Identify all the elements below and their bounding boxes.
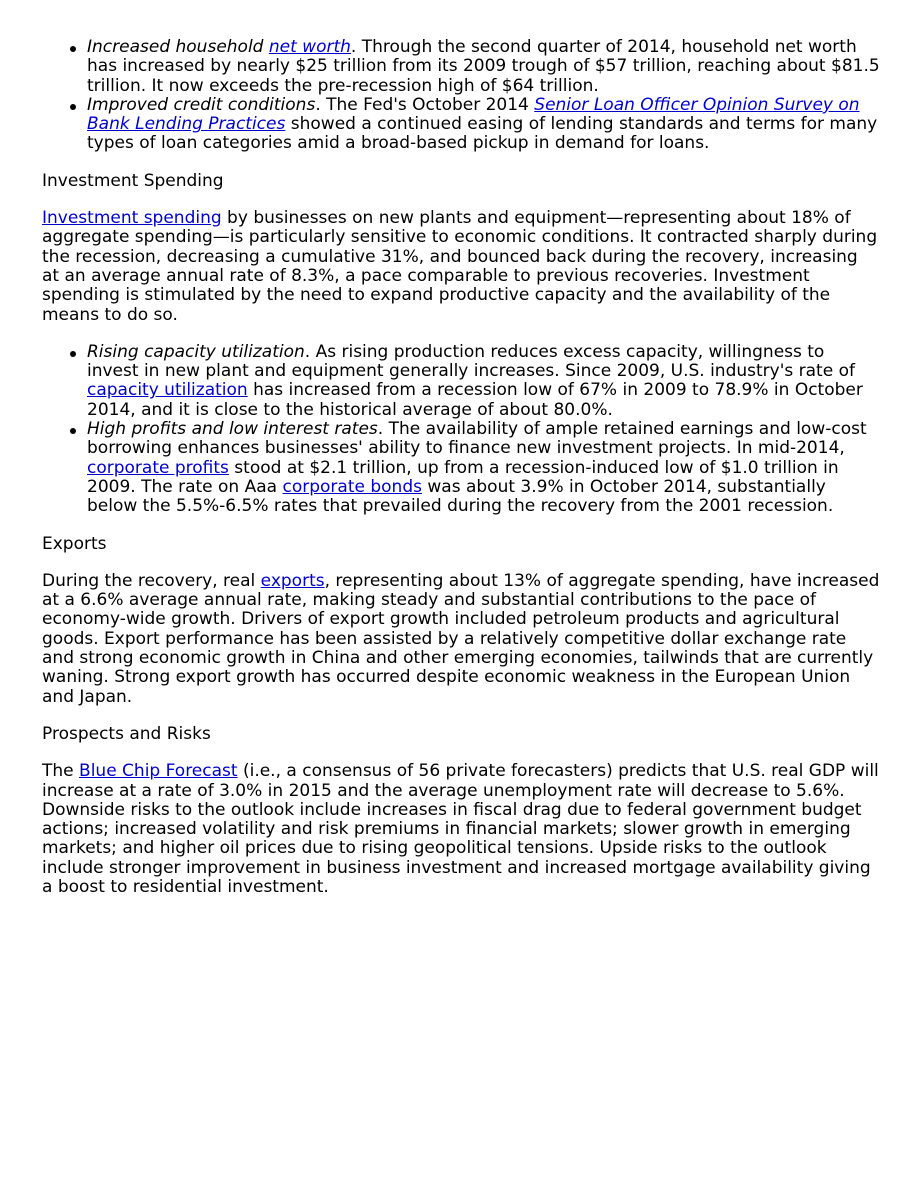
- senior-loan-survey-link[interactable]: Senior Loan Officer Opinion Survey on Bank Lending Practices: [87, 94, 860, 135]
- prospects-risks-paragraph: [42, 762, 880, 897]
- corporate-profits-link[interactable]: corporate profits: [87, 457, 229, 478]
- investment-spending-heading: Investment Spending: [42, 170, 224, 191]
- paragraph-text: by businesses on new plants and equipment—representing about 18% of aggregate spending—is particularly sensitive to economic conditions. It contracted sharply during the recession, decreasing a cumulative 31%, and bounced back during the recovery, increasing at an average annual rate of 8.3%, a pace comparable to previous recoveries. Investment spending is stimulated by the need to expand productive capacity and the availability of the means to do so.: [42, 208, 878, 325]
- exports-link[interactable]: exports: [260, 570, 325, 591]
- bullet-net-worth: [87, 38, 880, 96]
- bullet-lead-text: Improved credit conditions: [87, 94, 316, 115]
- investment-spending-paragraph: [42, 209, 880, 325]
- bullet-body-text: stood at $2.1 trillion, up from a recession-induced low of $1.0 trillion in 2009. The rate on Aaa: [87, 457, 839, 497]
- bullet-credit-conditions: [87, 96, 880, 154]
- paragraph-text: The: [42, 761, 80, 782]
- blue-chip-forecast-link[interactable]: Blue Chip Forecast: [79, 761, 238, 782]
- paragraph-text: (i.e., a consensus of 56 private forecasters) predicts that U.S. real GDP will increase at a rate of 3.0% in 2015 and the average unemployment rate will decrease to 5.6%. Downside risks to the outlook include increases in fiscal drag due to federal government budget actions; increased volatility and risk premiums in financial markets; slower growth in emerging markets; and higher oil prices due to rising geopolitical tensions. Upside risks to the outlook include stronger improvement in business investment and increased mortgage availability giving a boost to residential investment.: [42, 761, 879, 897]
- bullet-body-text: . The Fed's October 2014: [315, 94, 535, 115]
- bullet-lead-text: High profits and low interest rates: [87, 419, 378, 440]
- bullet-profits-interest: [87, 420, 880, 516]
- bullet-body-text: has increased from a recession low of 67% in 2009 to 78.9% in October 2014, and it is close to the historical average of about 80.0%.: [87, 380, 863, 420]
- net-worth-link[interactable]: net worth: [268, 37, 351, 57]
- investment-spending-link[interactable]: Investment spending: [42, 208, 222, 229]
- bullet-capacity-utilization: [87, 343, 880, 420]
- bullet-lead-text: Increased household: [87, 37, 264, 57]
- bullet-body-text: . As rising production reduces excess capacity, willingness to invest in new plant and equipment generally increases. Since 2009, U.S. industry's rate of: [87, 341, 855, 382]
- capacity-utilization-link[interactable]: capacity utilization: [87, 380, 248, 401]
- paragraph-text: , representing about 13% of aggregate spending, have increased at a 6.6% average annual rate, making steady and substantial contributions to the pace of economy-wide growth. Drivers of export growth included petroleum products and agricultural goods. Export performance has been assisted by a relatively competitive dollar exchange rate and strong economic growth in China and other emerging economies, tailwinds that are currently waning. Strong export growth has occurred despite economic weakness in the European Union and Japan.: [42, 570, 880, 707]
- bullet-body-text: . The availability of ample retained earnings and low-cost borrowing enhances businesses' ability to finance new investment projects. In mid-2014,: [87, 419, 867, 459]
- bullet-body-text: was about 3.9% in October 2014, substantially below the 5.5%-6.5% rates that prevailed during the recovery from the 2001 recession.: [87, 476, 834, 517]
- bullet-body-text: . Through the second quarter of 2014, household net worth has increased by nearly $25 trillion from its 2009 trough of $57 trillion, reaching about $81.5 trillion. It now exceeds the pre-recession high of $64 trillion.: [87, 37, 880, 96]
- prospects-risks-heading: Prospects and Risks: [42, 723, 211, 744]
- bullet-body-text: showed a continued easing of lending standards and terms for many types of loan categories amid a broad-based pickup in demand for loans.: [87, 114, 878, 154]
- corporate-bonds-link[interactable]: corporate bonds: [282, 476, 422, 497]
- bullet-lead-text: Rising capacity utilization: [87, 341, 305, 362]
- exports-heading: Exports: [42, 533, 107, 554]
- paragraph-text: During the recovery, real: [42, 570, 261, 591]
- investment-bullet-list: [42, 343, 880, 517]
- exports-paragraph: [42, 572, 880, 707]
- household-bullet-list: [42, 38, 880, 154]
